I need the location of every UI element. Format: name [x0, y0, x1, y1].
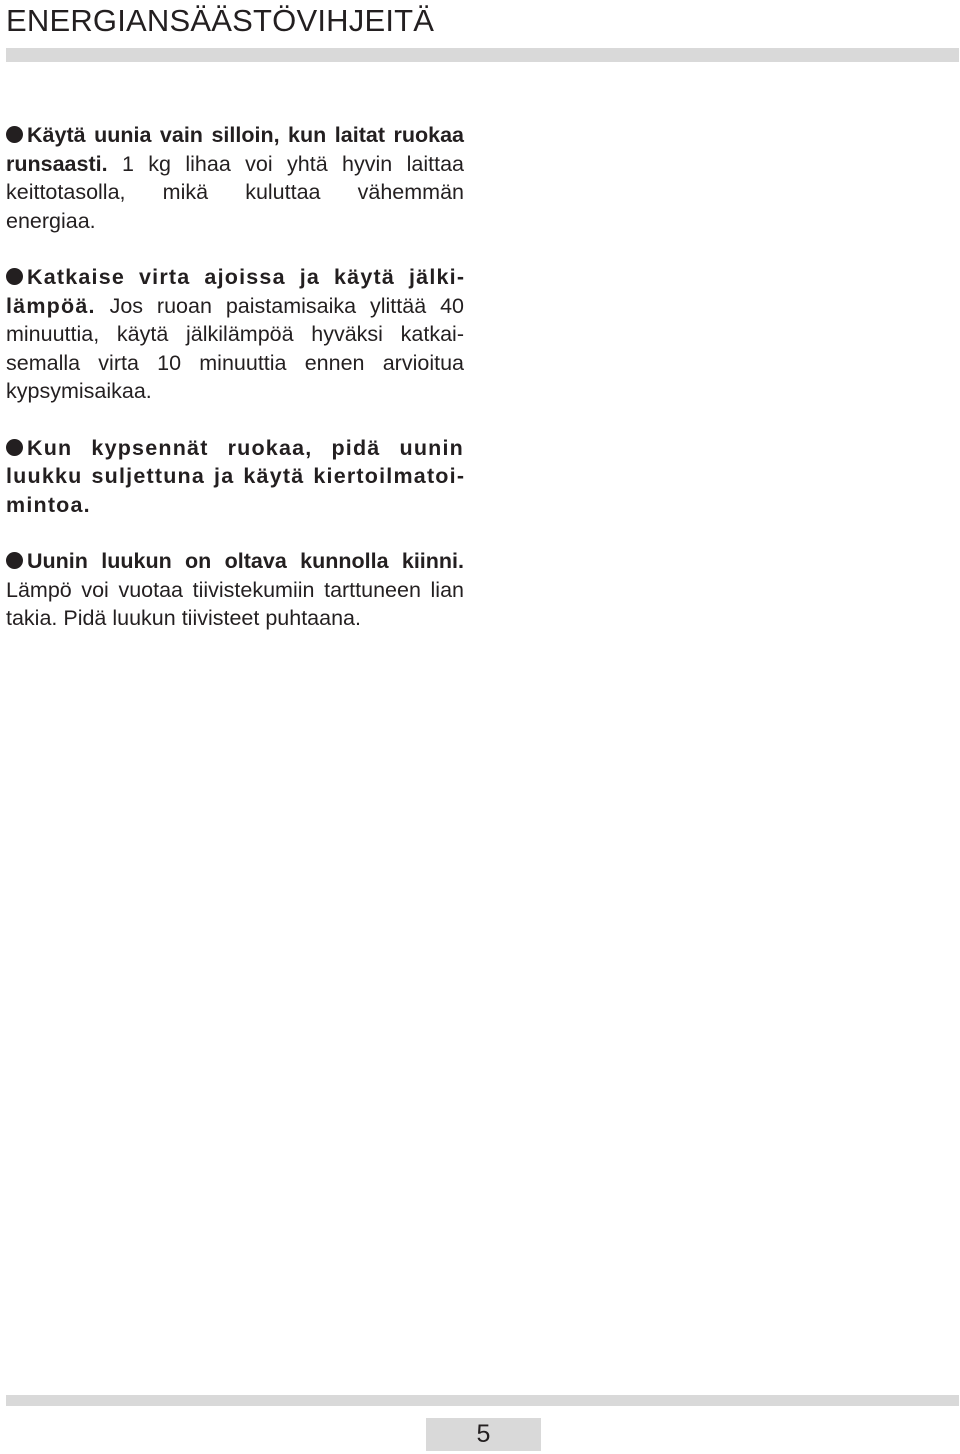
page-number: 5 — [426, 1418, 541, 1451]
tip-item — [6, 547, 464, 633]
tip-body: 1 kg lihaa voi yhtä hyvin laittaa keittotasolla, mikä kuluttaa vähemmän energiaa. — [6, 151, 464, 233]
tip-lead: Käytä uunia vain silloin, kun laitat ruokaa runsaasti. — [6, 123, 464, 176]
footer-divider — [6, 1395, 959, 1406]
tip-body: Lämpö voi vuotaa tiivistekumiin tarttuneen lian takia. Pidä luukun tiivisteet puhtaana. — [6, 577, 464, 630]
tip-item — [6, 263, 464, 406]
bullet-icon — [6, 268, 23, 285]
tip-body: Jos ruoan paistamisaika ylittää 40 minuuttia, käytä jälkilämpöä hyväksi katkaisemalla virta 10 minuuttia ennen arvioitua kypsymisaikaa. — [6, 293, 464, 403]
tip-item — [6, 121, 464, 235]
tip-lead: Uunin luukun on oltava kunnolla kiinni. — [27, 549, 464, 573]
bullet-icon — [6, 552, 23, 569]
tip-lead: Kun kypsennät ruokaa, pidä uunin luukku suljettuna ja käytä kiertoilmatoimintoa. — [6, 435, 464, 517]
tips-list — [6, 121, 464, 633]
tip-lead: Katkaise virta ajoissa ja käytä jälkilämpöä. — [6, 265, 464, 318]
title-divider — [6, 48, 959, 62]
page-title: ENERGIANSÄÄSTÖVIHJEITÄ — [6, 3, 435, 38]
bullet-icon — [6, 439, 23, 456]
tip-item — [6, 434, 464, 520]
bullet-icon — [6, 126, 23, 143]
